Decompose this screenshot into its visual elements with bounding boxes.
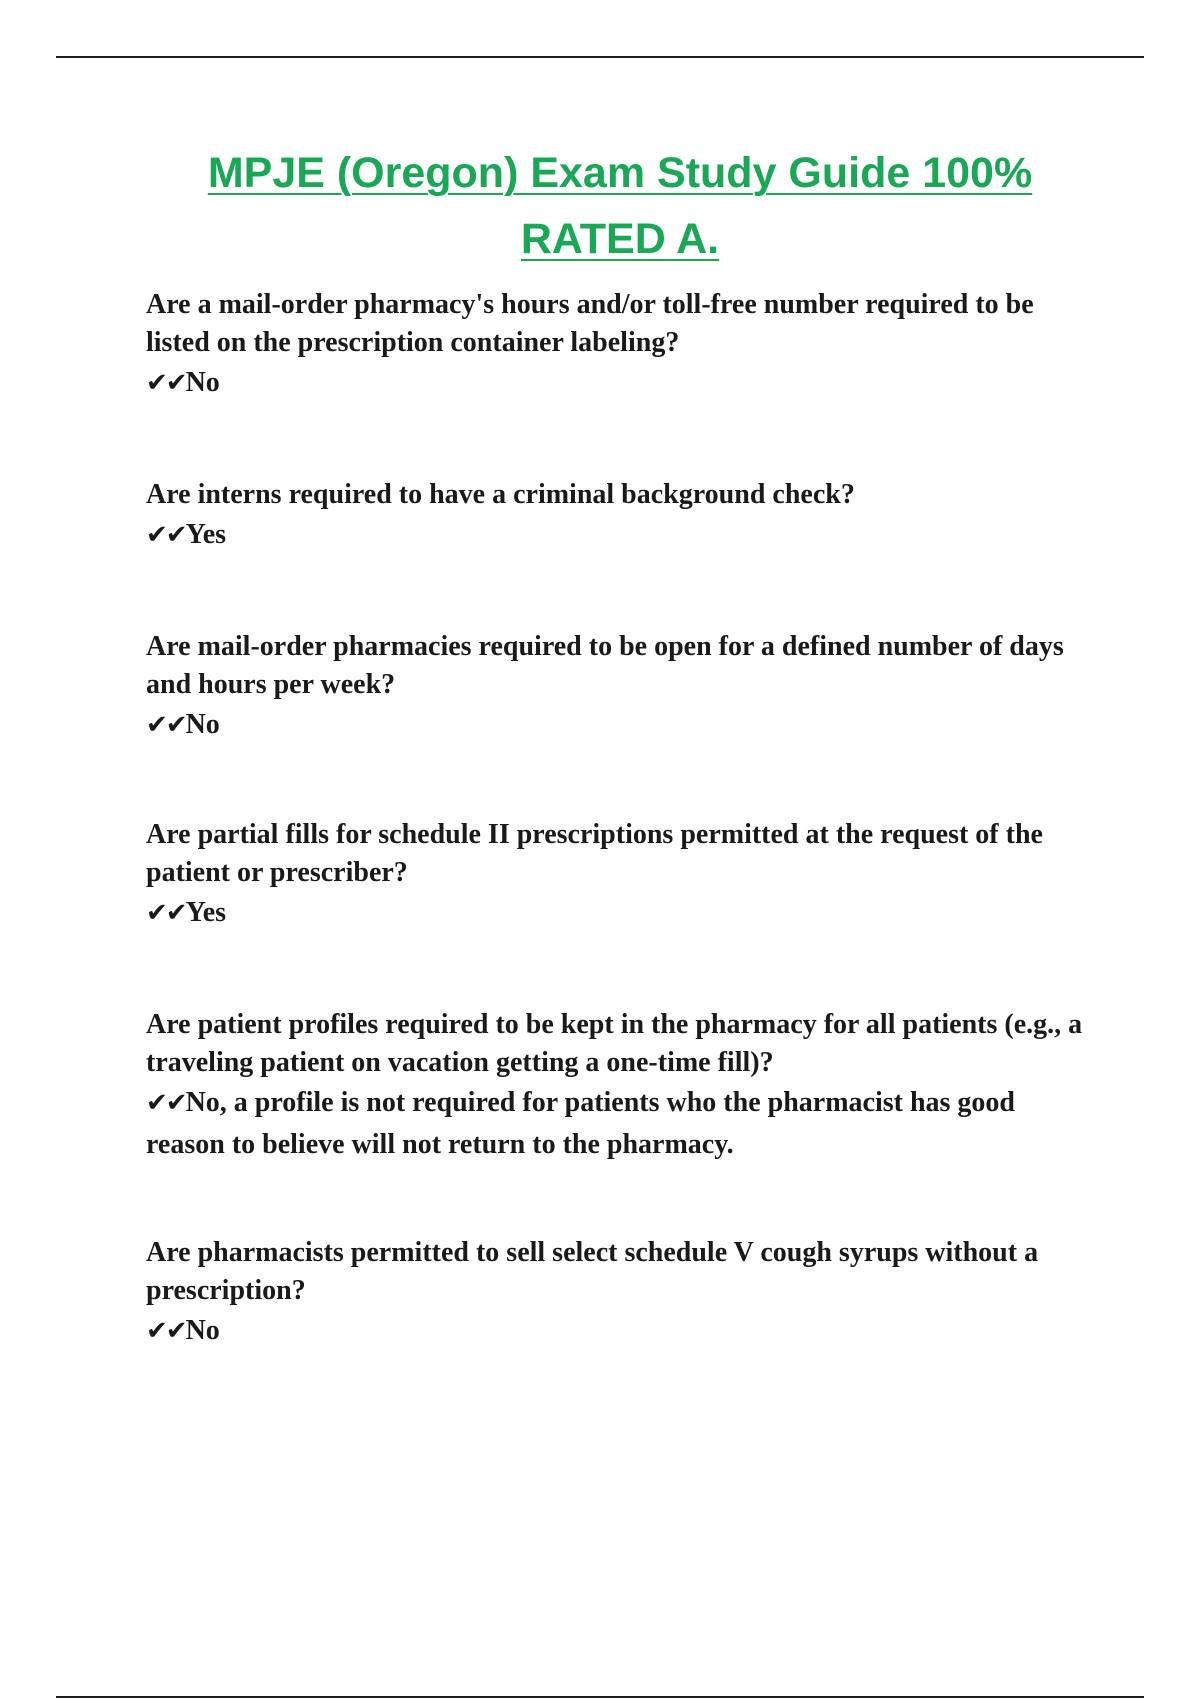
answer-text: No, a profile is not required for patients who the pharmacist has good reason to believe will not return to the pharmacy. — [146, 1087, 1015, 1160]
answer-text: Yes — [185, 519, 227, 550]
qa-item — [146, 816, 1096, 934]
qa-item — [146, 476, 1096, 556]
question-text: Are patient profiles required to be kept in the pharmacy for all patients (e.g., a traveling patient on vacation getting a one-time fill)? — [146, 1009, 1083, 1078]
question-text: Are pharmacists permitted to sell select schedule V cough syrups without a prescription? — [146, 1237, 1039, 1306]
qa-item — [146, 1006, 1096, 1165]
double-check-icon: ✔✔ — [146, 1316, 186, 1346]
answer-line — [146, 892, 1096, 934]
answer-text: No — [185, 709, 220, 740]
answer-text: No — [185, 1315, 220, 1346]
answer-line — [146, 514, 1096, 556]
question-text: Are interns required to have a criminal background check? — [146, 479, 855, 510]
top-divider — [56, 56, 1144, 58]
double-check-icon: ✔✔ — [146, 368, 186, 398]
qa-item — [146, 1234, 1096, 1352]
double-check-icon: ✔✔ — [146, 710, 186, 740]
double-check-icon: ✔✔ — [146, 520, 186, 550]
double-check-icon: ✔✔ — [146, 1088, 186, 1118]
double-check-icon: ✔✔ — [146, 898, 186, 928]
question-text: Are partial fills for schedule II prescriptions permitted at the request of the patient or prescriber? — [146, 819, 1043, 888]
answer-line — [146, 704, 1096, 746]
question-text: Are mail-order pharmacies required to be open for a defined number of days and hours per week? — [146, 631, 1064, 700]
question-text: Are a mail-order pharmacy's hours and/or toll-free number required to be listed on the prescription container labeling? — [146, 289, 1034, 358]
answer-line — [146, 362, 1096, 404]
qa-item — [146, 628, 1096, 746]
answer-text: Yes — [185, 897, 227, 928]
answer-text: No — [185, 367, 220, 398]
qa-item — [146, 286, 1096, 404]
answer-line — [146, 1082, 1096, 1165]
answer-line — [146, 1310, 1096, 1352]
document-title: MPJE (Oregon) Exam Study Guide 100% RATED A. — [207, 149, 1033, 263]
bottom-divider — [56, 1696, 1144, 1698]
